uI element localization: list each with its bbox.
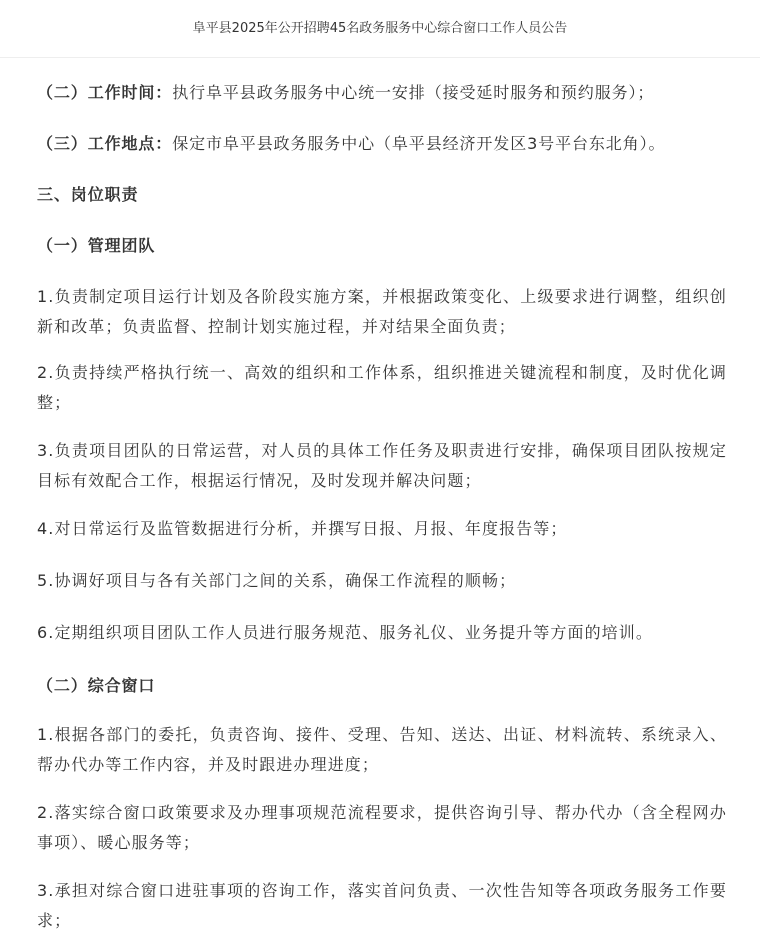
work-place-line bbox=[37, 131, 720, 154]
work-time-label: （二）工作时间： bbox=[37, 83, 173, 102]
management-item-5: 5.协调好项目与各有关部门之间的关系，确保工作流程的顺畅； bbox=[37, 571, 517, 590]
page-header bbox=[0, 0, 760, 58]
work-place-label: （三）工作地点： bbox=[37, 134, 173, 153]
work-time-text: 执行阜平县政务服务中心统一安排（接受延时服务和预约服务）； bbox=[172, 83, 655, 102]
management-item-1: 1.负责制定项目运行计划及各阶段实施方案，并根据政策变化、上级要求进行调整，组织创新和改革；负责监督、控制计划实施过程，并对结果全面负责； bbox=[37, 287, 727, 336]
management-item-3: 3.负责项目团队的日常运营，对人员的具体工作任务及职责进行安排，确保项目团队按规定目标有效配合工作，根据运行情况，及时发现并解决问题； bbox=[37, 441, 727, 490]
window-item-2: 2.落实综合窗口政策要求及办理事项规范流程要求，提供咨询引导、帮办代办（含全程网办事项）、暖心服务等； bbox=[37, 803, 727, 852]
management-item-6: 6.定期组织项目团队工作人员进行服务规范、服务礼仪、业务提升等方面的培训。 bbox=[37, 623, 653, 642]
page-title: 阜平县2025年公开招聘45名政务服务中心综合窗口工作人员公告 bbox=[192, 21, 568, 36]
work-time-line bbox=[37, 80, 720, 103]
subsection-heading-management: （一）管理团队 bbox=[37, 236, 156, 255]
window-item-3: 3.承担对综合窗口进驻事项的咨询工作，落实首问负责、一次性告知等各项政务服务工作要求； bbox=[37, 881, 727, 930]
window-item-1: 1.根据各部门的委托，负责咨询、接件、受理、告知、送达、出证、材料流转、系统录入、帮办代办等工作内容，并及时跟进办理进度； bbox=[37, 725, 727, 774]
management-item-2: 2.负责持续严格执行统一、高效的组织和工作体系，组织推进关键流程和制度，及时优化调整； bbox=[37, 363, 727, 412]
section-heading-duties: 三、岗位职责 bbox=[37, 185, 139, 204]
work-place-text: 保定市阜平县政务服务中心（阜平县经济开发区3号平台东北角）。 bbox=[172, 134, 666, 153]
subsection-heading-window: （二）综合窗口 bbox=[37, 676, 156, 695]
management-item-4: 4.对日常运行及监管数据进行分析，并撰写日报、月报、年度报告等； bbox=[37, 519, 568, 538]
